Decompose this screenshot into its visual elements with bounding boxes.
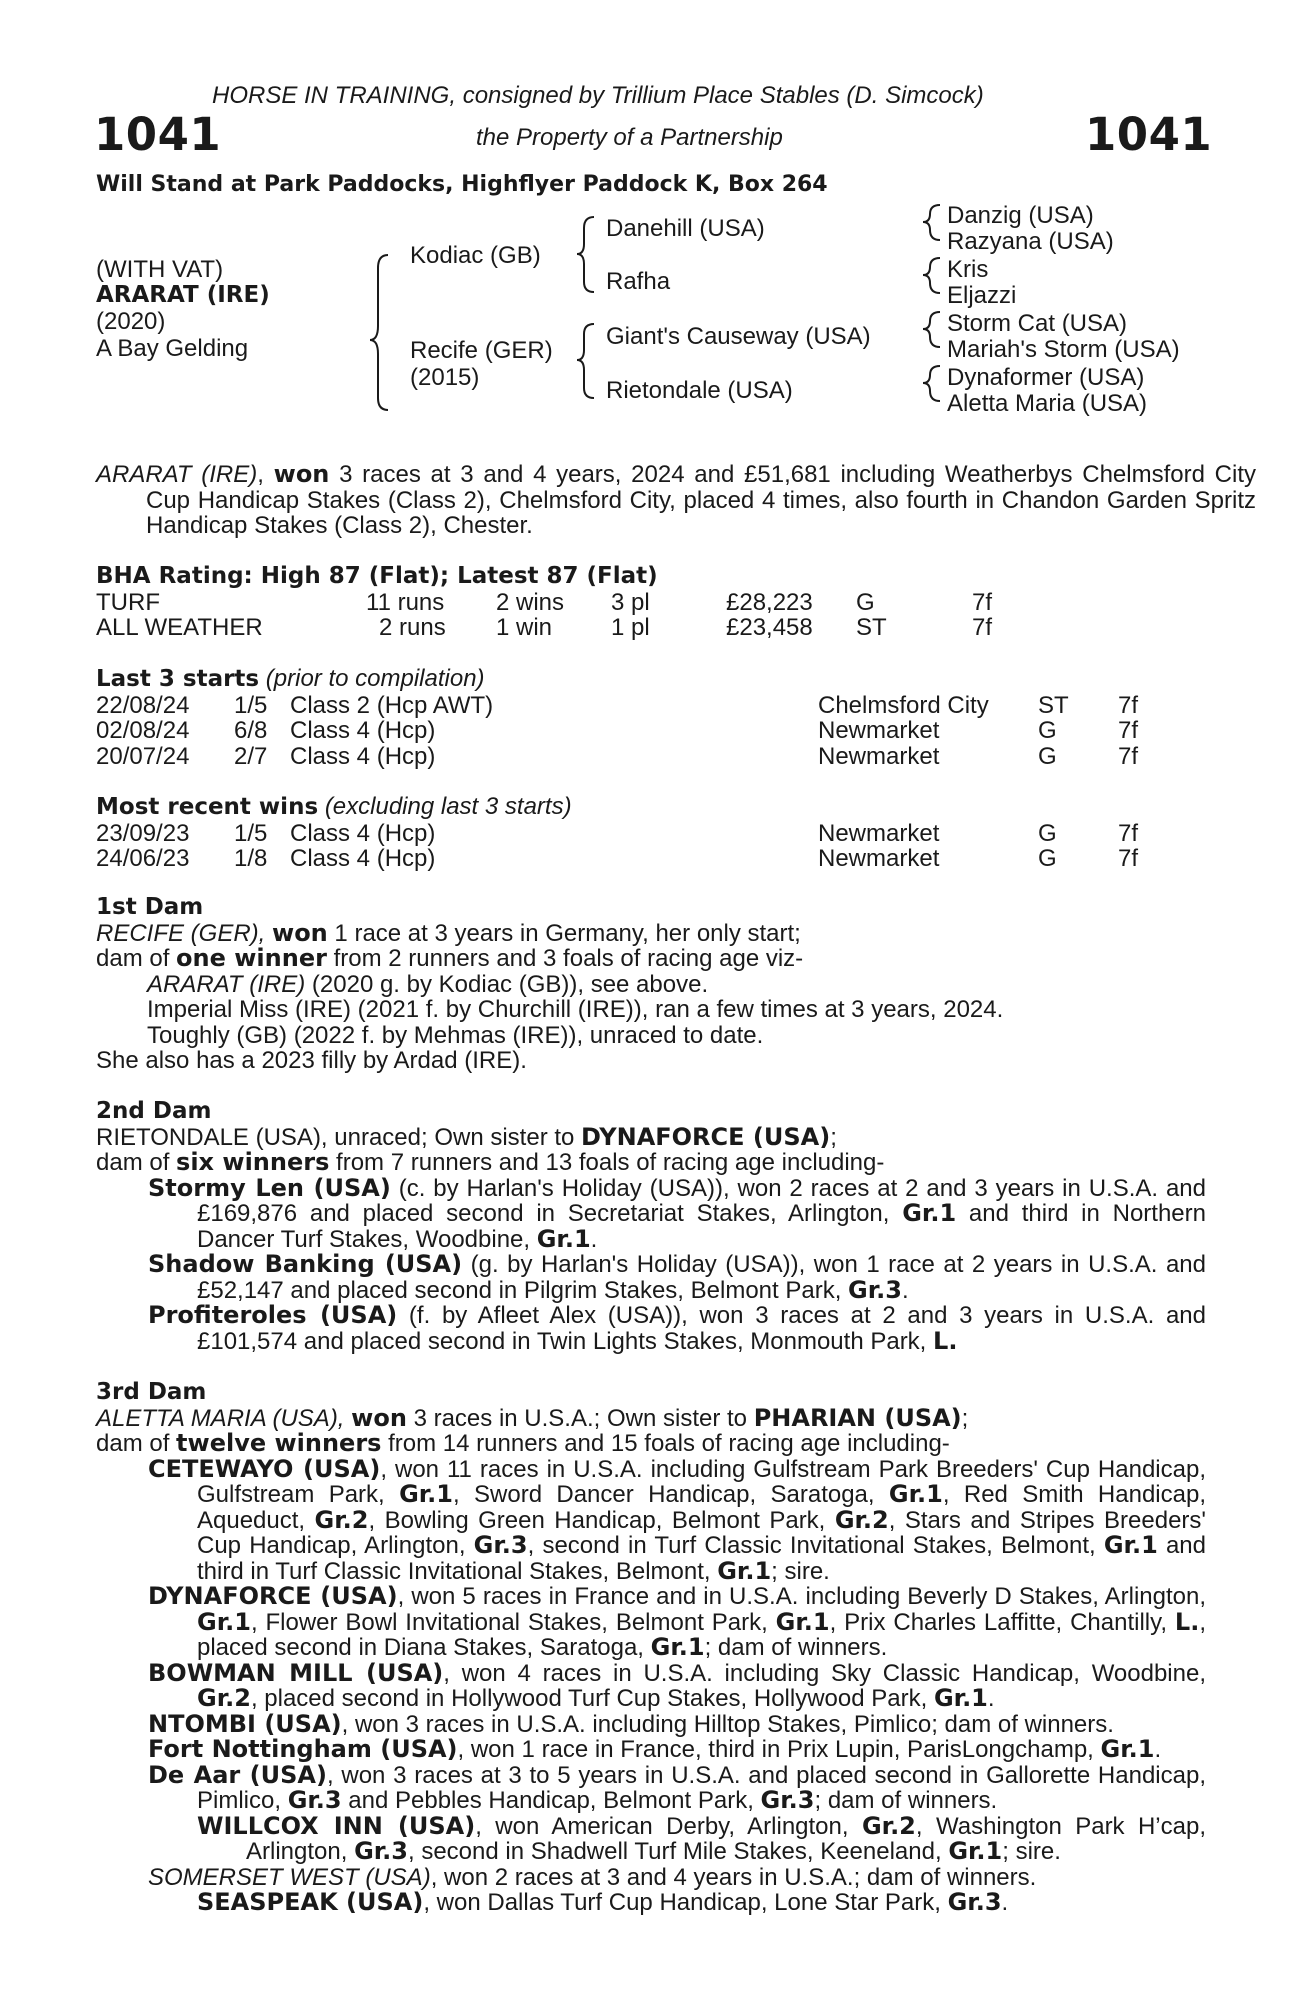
produce-item: Imperial Miss (IRE) (2021 f. by Churchill (IRE)), ran a few times at 3 years, 2024. [147,996,1004,1023]
first-dam-title: 1st Dam [96,894,204,920]
produce-item: DYNAFORCE (USA), won 5 races in France and in U.S.A. including Beverly D Stakes, Arlington, Gr.1, Flower Bowl Invitational Stakes, Belmont Park, Gr.1, Prix Charles Laffitte, Chantilly, L., placed second in Diana Stakes, Saratoga, Gr.1; dam of winners. [148,1582,1207,1661]
produce-grandchild: WILLCOX INN (USA), won American Derby, Arlington, Gr.2, Washington Park H’cap, Arlington, Gr.3, second in Shadwell Turf Mile Stakes, Keeneland, Gr.1; sire. [197,1811,1206,1865]
produce-item: Profiteroles (USA) (f. by Afleet Alex (USA)), won 3 races at 2 and 3 years in U.S.A. and £101,574 and placed second in Twin Lights Stakes, Monmouth Park, L. [148,1301,1206,1355]
sire-name: Kodiac (GB) [410,242,541,269]
first-dam-record: RECIFE (GER), won 1 race at 3 years in Germany, her only start; [96,918,801,947]
race-summary: ARARAT (IRE), won 3 races at 3 and 4 years, 2024 and £51,681 including Weatherbys Chelmsford City Cup Handicap Stakes (Class 2), Chelmsford City, placed 4 times, also fourth in Chandon Garden Spritz Handicap Stakes (Class 2), Chester. [96,460,1256,539]
stand-location: Will Stand at Park Paddocks, Highflyer Paddock K, Box 264 [96,172,828,197]
win-row: 23/09/23 1/5 Class 4 (Hcp) Newmarket G 7f [96,819,1139,847]
rating-row: TURF 11 runs 2 wins 3 pl £28,223 G 7f [96,588,993,616]
produce-item: NTOMBI (USA), won 3 races in U.S.A. including Hilltop Stakes, Pimlico; dam of winners. [148,1709,1114,1738]
third-dam-produce: dam of twelve winners from 14 runners and 15 foals of racing age including- [96,1429,950,1457]
lot-number-right: 1041 [1085,108,1213,161]
bha-rating-title: BHA Rating: High 87 (Flat); Latest 87 (Flat) [96,563,658,589]
first-dam-note: She also has a 2023 filly by Ardad (IRE). [96,1047,527,1074]
dam-name: Recife (GER) [410,337,553,364]
last-starts-heading: Last 3 starts (prior to compilation) [96,665,485,692]
first-dam-produce: dam of one winner from 2 runners and 3 foals of racing age viz- [96,944,804,972]
bha-rating-section [96,564,1206,641]
produce-item: ARARAT (IRE) (2020 g. by Kodiac (GB)), see above. [147,970,709,998]
vat-note: (WITH VAT) [96,256,224,283]
produce-item: Shadow Banking (USA) (g. by Harlan's Holiday (USA)), won 1 race at 2 years in U.S.A. and £52,147 and placed second in Pilgrim Stakes, Belmont Park, Gr.3. [148,1250,1206,1304]
sire-dam: Rafha [606,268,671,295]
second-dam-record: RIETONDALE (USA), unraced; Own sister to DYNAFORCE (USA); [96,1122,837,1151]
produce-grandchild: SEASPEAK (USA), won Dallas Turf Cup Handicap, Lone Star Park, Gr.3. [197,1888,1009,1916]
third-dam-record: ALETTA MARIA (USA), won 3 races in U.S.A.; Own sister to PHARIAN (USA); [96,1403,969,1432]
lot-number-left: 1041 [94,108,222,161]
first-dam-section [96,895,1206,1074]
produce-item: BOWMAN MILL (USA), won 4 races in U.S.A. including Sky Classic Handicap, Woodbine, Gr.2, placed second in Hollywood Turf Cup Stakes, Hollywood Park, Gr.1. [148,1658,1207,1712]
start-row: 22/08/24 1/5 Class 2 (Hcp AWT) Chelmsford City ST 7f [96,691,1139,719]
gg-dds: Dynaformer (USA) [947,364,1145,391]
last-starts-section [96,666,1206,769]
gg-sds: Kris [947,256,989,283]
horse-year: (2020) [96,308,166,335]
dam-sire: Giant's Causeway (USA) [606,323,871,350]
gg-sss: Danzig (USA) [947,202,1094,229]
produce-item: SOMERSET WEST (USA), won 2 races at 3 and 4 years in U.S.A.; dam of winners. [148,1863,1037,1891]
consignor-line: HORSE IN TRAINING, consigned by Trillium Place Stables (D. Simcock) [212,82,984,109]
produce-item: CETEWAYO (USA), won 11 races in U.S.A. including Gulfstream Park Breeders' Cup Handicap, Gulfstream Park, Gr.1, Sword Dancer Handicap, Saratoga, Gr.1, Red Smith Handicap, Aqueduct, Gr.2, Bowling Green Handicap, Belmont Park, Gr.2, Stars and Stripes Breeders' Cup Handicap, Arlington, Gr.3, second in Turf Classic Invitational Stakes, Belmont, Gr.1 and third in Turf Classic Invitational Stakes, Belmont, Gr.1; sire. [148,1454,1207,1585]
third-dam-title: 3rd Dam [96,1379,207,1405]
gg-dss: Storm Cat (USA) [947,310,1128,337]
produce-item: De Aar (USA), won 3 races at 3 to 5 years in U.S.A. and placed second in Gallorette Handicap, Pimlico, Gr.3 and Pebbles Handicap, Belmont Park, Gr.3; dam of winners. [148,1760,1206,1814]
gg-ddd: Aletta Maria (USA) [947,390,1148,417]
second-dam-produce: dam of six winners from 7 runners and 13 foals of racing age including- [96,1148,885,1176]
start-row: 20/07/24 2/7 Class 4 (Hcp) Newmarket G 7f [96,742,1139,770]
produce-item: Fort Nottingham (USA), won 1 race in France, third in Prix Lupin, ParisLongchamp, Gr.1. [148,1735,1162,1763]
summary-text: 3 races at 3 and 4 years, 2024 and £51,681 including Weatherbys Chelmsford City Cup Handicap Stakes (Class 2), Chelmsford City, placed 4 times, also fourth in Chandon Garden Spritz Handicap Stakes (Class 2), Chester. [146,461,1256,539]
summary-horse-name: ARARAT (IRE) [96,461,258,488]
second-dam-title: 2nd Dam [96,1098,212,1124]
dam-dam: Rietondale (USA) [606,377,793,404]
rating-row: ALL WEATHER 2 runs 1 win 1 pl £23,458 ST 7f [96,614,993,641]
recent-wins-heading: Most recent wins (excluding last 3 starts) [96,793,572,820]
start-row: 02/08/24 6/8 Class 4 (Hcp) Newmarket G 7f [96,717,1139,744]
summary-won: won [273,460,330,488]
third-dam-section [96,1380,1206,1916]
win-row: 24/06/23 1/8 Class 4 (Hcp) Newmarket G 7f [96,845,1139,872]
sire-sire: Danehill (USA) [606,215,765,242]
produce-item: Stormy Len (USA) (c. by Harlan's Holiday (USA)), won 2 races at 2 and 3 years in U.S.A. and £169,876 and placed second in Secretariat Stakes, Arlington, Gr.1 and third in Northern Dancer Turf Stakes, Woodbine, Gr.1. [148,1173,1206,1253]
gg-sdd: Eljazzi [947,282,1017,309]
dam-year: (2015) [410,364,480,391]
horse-name: ARARAT (IRE) [96,282,270,308]
horse-description: A Bay Gelding [96,335,249,362]
recent-wins-section [96,794,1206,872]
property-line: the Property of a Partnership [476,124,783,151]
produce-item: Toughly (GB) (2022 f. by Mehmas (IRE)), unraced to date. [147,1021,764,1049]
gg-ssd: Razyana (USA) [947,228,1114,255]
gg-dsd: Mariah's Storm (USA) [947,336,1180,363]
second-dam-section [96,1099,1206,1354]
